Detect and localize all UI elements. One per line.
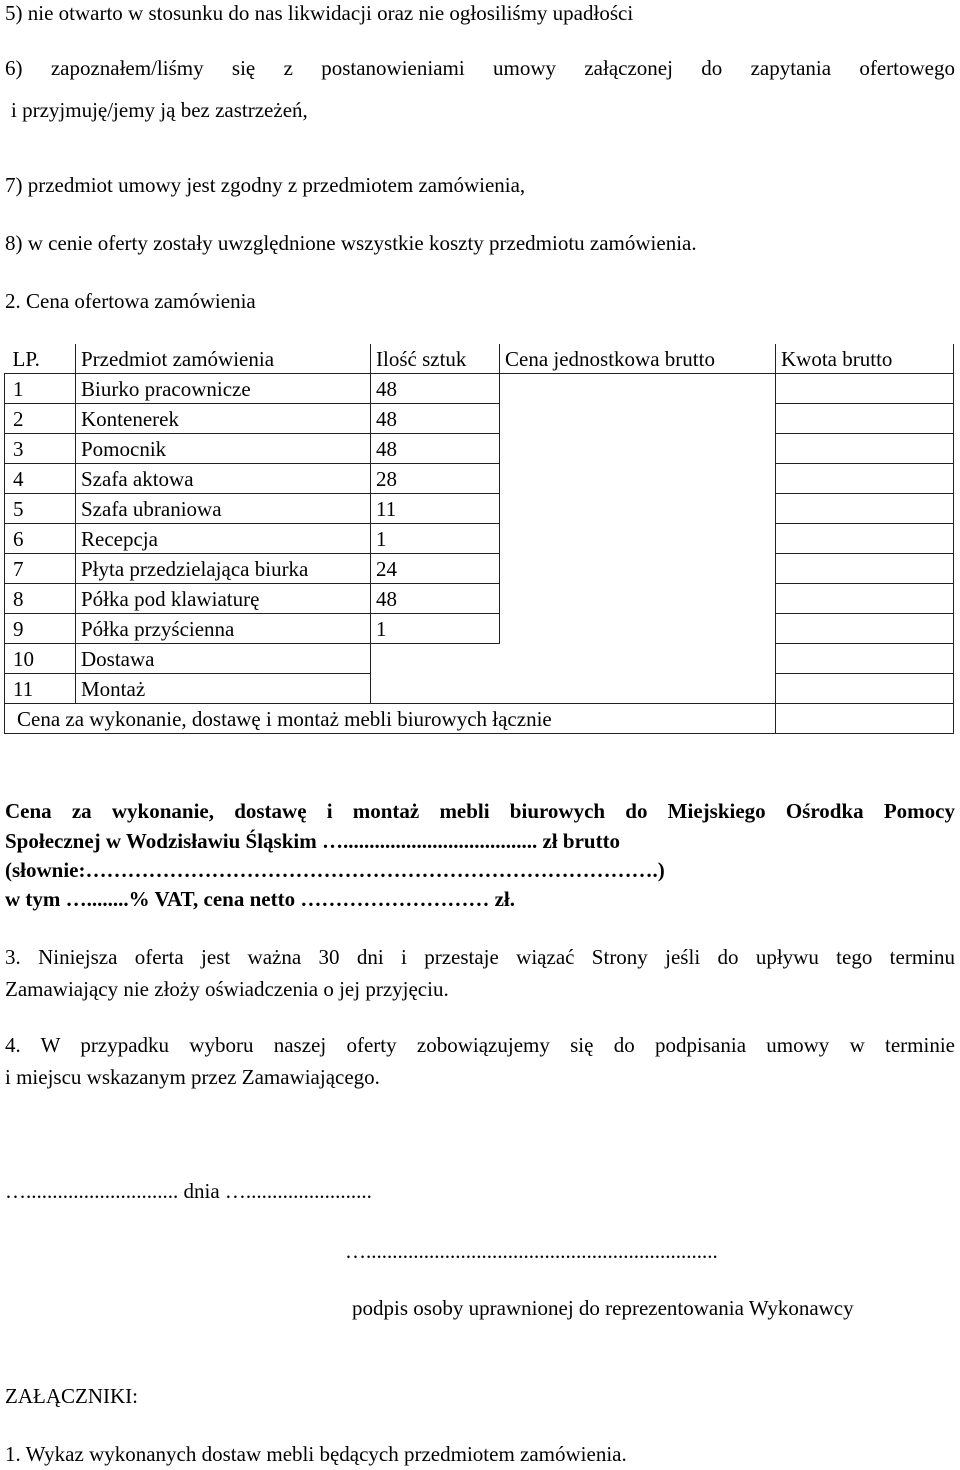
- table-row: [5, 524, 954, 554]
- row-unit-price: [500, 464, 776, 494]
- price-line-3: (słownie:……………………………………………………………………….): [5, 858, 665, 882]
- signature-label: podpis osoby uprawnionej do reprezentowania Wykonawcy: [352, 1296, 854, 1320]
- row-qty: [371, 644, 500, 674]
- row-qty: 24: [371, 554, 500, 584]
- row-amount: [776, 554, 954, 584]
- row-item: Recepcja: [76, 524, 371, 554]
- intro-item-6: 6) zapoznałem/liśmy się z postanowieniami umowy załączonej do zapytania ofertowego: [5, 56, 955, 80]
- price-line-2: Społecznej w Wodzisławiu Śląskim …..................................... zł brutto: [5, 829, 621, 853]
- price-table: [4, 344, 954, 734]
- row-item: Półka przyścienna: [76, 614, 371, 644]
- table-row: [5, 374, 954, 404]
- row-item: Pomocnik: [76, 434, 371, 464]
- attachment-item: 1. Wykaz wykonanych dostaw mebli będących przedmiotem zamówienia.: [5, 1442, 627, 1466]
- row-lp: 4: [5, 464, 76, 494]
- row-qty: [371, 674, 500, 704]
- row-amount: [776, 584, 954, 614]
- row-unit-price: [500, 584, 776, 614]
- row-qty: 48: [371, 434, 500, 464]
- row-qty: 48: [371, 404, 500, 434]
- price-line-4: w tym …........% VAT, cena netto ……………………… zł.: [5, 887, 515, 911]
- intro-item-8: 8) w cenie oferty zostały uwzględnione wszystkie koszty przedmiotu zamówienia.: [5, 231, 697, 255]
- row-qty: 11: [371, 494, 500, 524]
- row-lp: 11: [5, 674, 76, 704]
- row-item: Szafa aktowa: [76, 464, 371, 494]
- price-line-1: Cena za wykonanie, dostawę i montaż mebli biurowych do Miejskiego Ośrodka Pomocy: [5, 799, 955, 823]
- table-row: [5, 644, 954, 674]
- row-lp: 10: [5, 644, 76, 674]
- row-item: Półka pod klawiaturę: [76, 584, 371, 614]
- table-row: [5, 584, 954, 614]
- row-item: Montaż: [76, 674, 371, 704]
- date-line: …............................. dnia …........................: [5, 1179, 372, 1203]
- header-item: Przedmiot zamówienia: [76, 344, 371, 374]
- row-qty: 48: [371, 374, 500, 404]
- row-unit-price: [500, 554, 776, 584]
- table-row: [5, 674, 954, 704]
- row-item: Szafa ubraniowa: [76, 494, 371, 524]
- clause-3-line-1: 3. Niniejsza oferta jest ważna 30 dni i przestaje wiązać Strony jeśli do upływu tego terminu: [5, 945, 955, 969]
- row-unit-price: [500, 404, 776, 434]
- table-row: [5, 554, 954, 584]
- row-unit-price: [500, 644, 776, 674]
- row-lp: 1: [5, 374, 76, 404]
- header-qty: Ilość sztuk: [371, 344, 500, 374]
- table-total-row: [5, 704, 954, 734]
- intro-item-5: 5) nie otwarto w stosunku do nas likwidacji oraz nie ogłosiliśmy upadłości: [5, 1, 634, 25]
- header-unit-price: Cena jednostkowa brutto: [500, 344, 776, 374]
- row-item: Biurko pracownicze: [76, 374, 371, 404]
- row-amount: [776, 644, 954, 674]
- header-lp: LP.: [12, 346, 40, 371]
- row-lp: 7: [5, 554, 76, 584]
- intro-item-7: 7) przedmiot umowy jest zgodny z przedmiotem zamówienia,: [5, 173, 526, 197]
- row-amount: [776, 494, 954, 524]
- row-lp: 5: [5, 494, 76, 524]
- clause-3-line-2: Zamawiający nie złoży oświadczenia o jej przyjęciu.: [5, 977, 449, 1001]
- table-row: [5, 614, 954, 644]
- section-2-title: 2. Cena ofertowa zamówienia: [5, 289, 256, 313]
- table-row: [5, 404, 954, 434]
- row-amount: [776, 524, 954, 554]
- table-row: [5, 434, 954, 464]
- row-amount: [776, 374, 954, 404]
- clause-4-line-2: i miejscu wskazanym przez Zamawiającego.: [5, 1065, 380, 1089]
- table-row: [5, 494, 954, 524]
- row-item: Płyta przedzielająca biurka: [76, 554, 371, 584]
- clause-4-line-1: 4. W przypadku wyboru naszej oferty zobowiązujemy się do podpisania umowy w terminie: [5, 1033, 955, 1057]
- row-item: Kontenerek: [76, 404, 371, 434]
- row-lp: 8: [5, 584, 76, 614]
- row-amount: [776, 404, 954, 434]
- row-unit-price: [500, 434, 776, 464]
- table-header-row: [5, 344, 954, 374]
- row-unit-price: [500, 614, 776, 644]
- intro-item-6-cont: i przyjmuję/jemy ją bez zastrzeżeń,: [11, 98, 308, 122]
- row-item: Dostawa: [76, 644, 371, 674]
- total-label: Cena za wykonanie, dostawę i montaż mebli biurowych łącznie: [5, 704, 776, 734]
- row-unit-price: [500, 524, 776, 554]
- row-amount: [776, 434, 954, 464]
- row-amount: [776, 674, 954, 704]
- row-amount: [776, 614, 954, 644]
- row-qty: 1: [371, 614, 500, 644]
- attachments-title: ZAŁĄCZNIKI:: [5, 1384, 138, 1408]
- row-lp: 6: [5, 524, 76, 554]
- row-amount: [776, 464, 954, 494]
- signature-dots: …...................................................................: [345, 1239, 718, 1263]
- row-unit-price: [500, 374, 776, 404]
- table-row: [5, 464, 954, 494]
- row-lp: 3: [5, 434, 76, 464]
- total-amount: [776, 704, 954, 734]
- row-qty: 1: [371, 524, 500, 554]
- row-unit-price: [500, 494, 776, 524]
- row-lp: 9: [5, 614, 76, 644]
- header-amount: Kwota brutto: [776, 344, 954, 374]
- row-qty: 28: [371, 464, 500, 494]
- row-lp: 2: [5, 404, 76, 434]
- row-qty: 48: [371, 584, 500, 614]
- row-unit-price: [500, 674, 776, 704]
